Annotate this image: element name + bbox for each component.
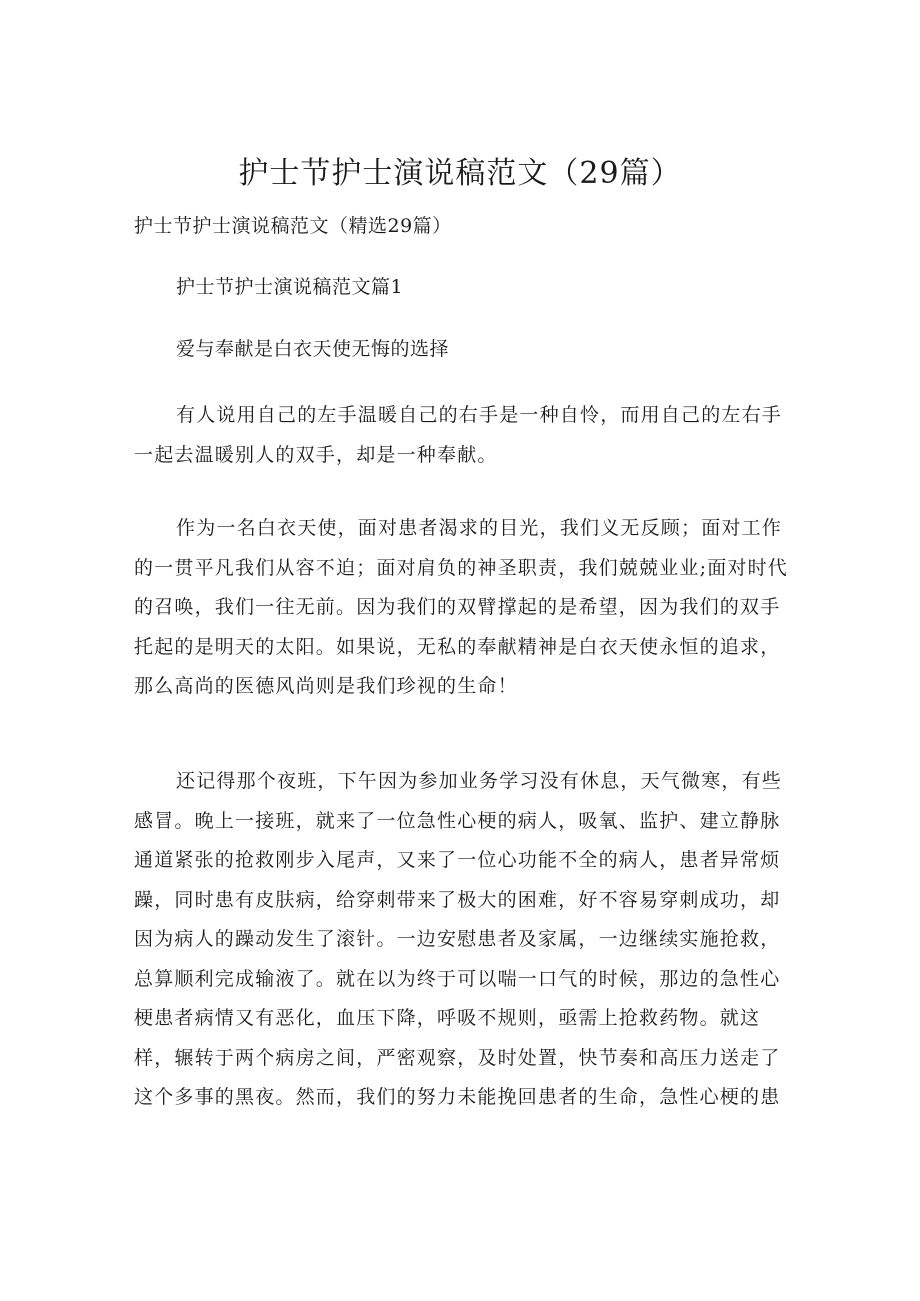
paragraph-line: 感冒。晚上一接班，就来了一位急性心梗的病人，吸氧、监护、建立静脉 — [134, 809, 781, 832]
paragraph-line: 的一贯平凡我们从容不迫；面对肩负的神圣职责，我们兢兢业业;面对时代 — [134, 556, 789, 579]
paragraph-line: 通道紧张的抢救刚步入尾声，又来了一位心功能不全的病人，患者异常烦 — [134, 849, 781, 871]
paragraph-line: 梗患者病情又有恶化，血压下降，呼吸不规则，亟需上抢救药物。就这 — [134, 1007, 761, 1029]
paragraph-3 — [134, 762, 784, 1118]
paragraph-2 — [134, 509, 789, 707]
paragraph-line: 样，辗转于两个病房之间，严密观察，及时处置，快节奏和高压力送走了 — [134, 1046, 781, 1069]
essay-title: 爱与奉献是白衣天使无悔的选择 — [176, 338, 450, 360]
paragraph-line: 总算顺利完成输液了。就在以为终于可以喘一口气的时候，那边的急性心 — [134, 967, 781, 990]
paragraph-line: 作为一名白衣天使，面对患者渴求的目光，我们义无反顾；面对工作 — [176, 517, 783, 539]
paragraph-1 — [134, 396, 784, 475]
paragraph-line: 有人说用自己的左手温暖自己的右手是一种自怜，而用自己的左右手 — [176, 404, 783, 426]
paragraph-line: 躁，同时患有皮肤病，给穿刺带来了极大的困难，好不容易穿刺成功，却 — [134, 888, 781, 911]
paragraph-line: 这个多事的黑夜。然而，我们的努力未能挽回患者的生命，急性心梗的患 — [134, 1086, 781, 1108]
paragraph-line: 那么高尚的医德风尚则是我们珍视的生命！ — [134, 675, 518, 697]
paragraph-line: 因为病人的躁动发生了滚针。一边安慰患者及家属，一边继续实施抢救， — [134, 928, 781, 950]
paragraph-line: 的召唤，我们一往无前。因为我们的双臂撑起的是希望，因为我们的双手 — [134, 596, 781, 618]
section-heading: 护士节护士演说稿范文篇1 — [176, 276, 404, 298]
paragraph-line: 还记得那个夜班，下午因为参加业务学习没有休息，天气微寒，有些 — [176, 770, 783, 792]
paragraph-line: 一起去温暖别人的双手，却是一种奉献。 — [134, 443, 498, 466]
paragraph-line: 托起的是明天的太阳。如果说，无私的奉献精神是白衣天使永恒的追求， — [134, 635, 781, 658]
document-subtitle: 护士节护士演说稿范文（精选29篇） — [134, 215, 452, 237]
document-title: 护士节护士演说稿范文（29篇） — [238, 156, 682, 191]
